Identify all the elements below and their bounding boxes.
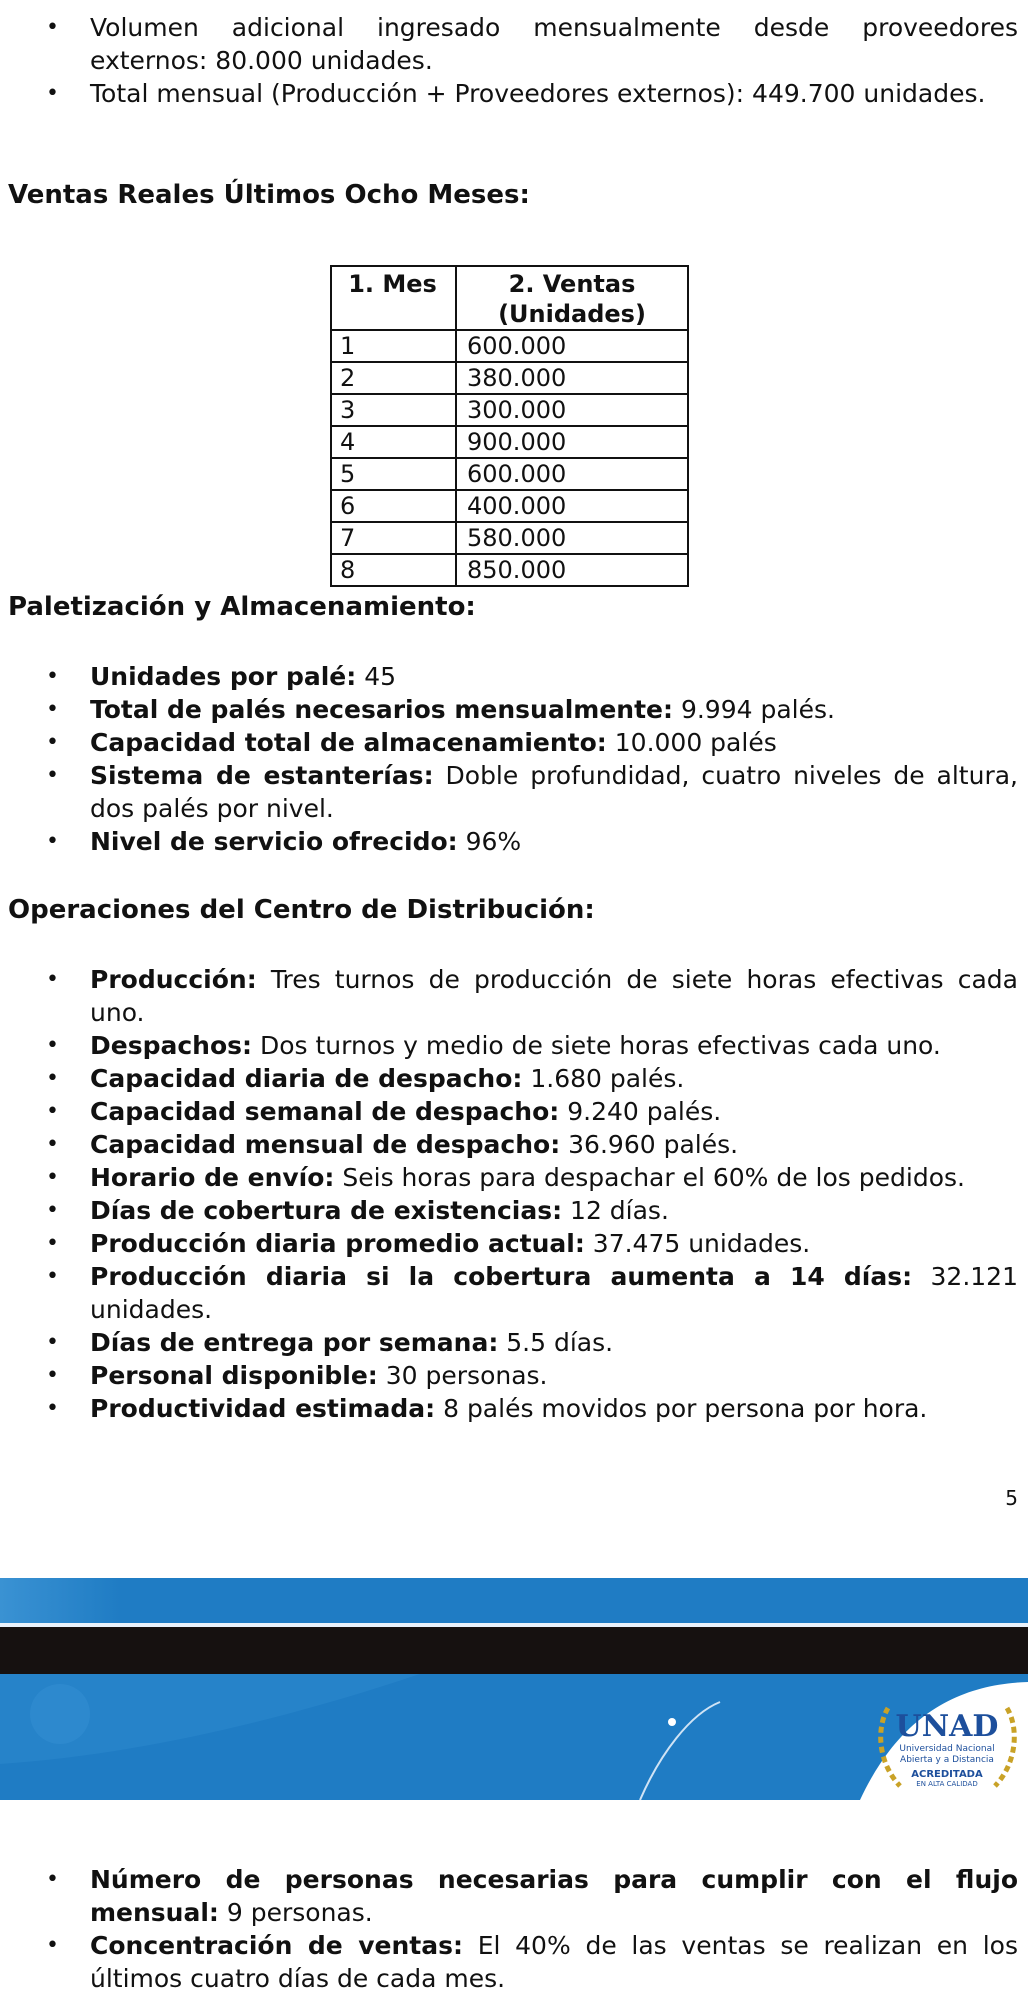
sales-heading: Ventas Reales Últimos Ocho Meses:: [8, 180, 530, 210]
list-item: • Capacidad mensual de despacho: 36.960 palés.: [0, 1128, 1028, 1161]
table-row: [331, 522, 688, 554]
month-cell: 1: [331, 330, 456, 362]
logo-wordmark: UNAD: [895, 1709, 999, 1744]
sales-cell: 850.000: [456, 554, 688, 586]
list-item: • Concentración de ventas: El 40% de las ventas se realizan en los últimos cuatro días de cada mes.: [0, 1929, 1028, 1995]
list-item: • Capacidad semanal de despacho: 9.240 palés.: [0, 1095, 1028, 1128]
logo-badge: ACREDITADA: [911, 1769, 983, 1780]
list-item: • Sistema de estanterías: Doble profundidad, cuatro niveles de altura, dos palés por nivel.: [0, 759, 1028, 825]
bottom-list: [0, 1863, 1028, 1995]
sales-cell: 400.000: [456, 490, 688, 522]
pallet-list: [0, 660, 1028, 858]
month-cell: 6: [331, 490, 456, 522]
table-row: [331, 458, 688, 490]
table-row: [331, 490, 688, 522]
table-header-row: [331, 266, 688, 330]
list-item: • Despachos: Dos turnos y medio de siete horas efectivas cada uno.: [0, 1029, 1028, 1062]
list-item: • Capacidad diaria de despacho: 1.680 palés.: [0, 1062, 1028, 1095]
list-item: • Unidades por palé: 45: [0, 660, 1028, 693]
sales-cell: 300.000: [456, 394, 688, 426]
logo-line-2: Abierta y a Distancia: [900, 1755, 994, 1765]
list-item: • Nivel de servicio ofrecido: 96%: [0, 825, 1028, 858]
list-item: • Productividad estimada: 8 palés movidos por persona por hora.: [0, 1392, 1028, 1425]
list-item: • Producción: Tres turnos de producción de siete horas efectivas cada uno.: [0, 963, 1028, 1029]
table-row: [331, 426, 688, 458]
logo-badge-sub: EN ALTA CALIDAD: [916, 1780, 978, 1788]
month-column-header: 1. Mes: [331, 266, 456, 330]
intro-list: [0, 11, 1028, 110]
list-item: • Número de personas necesarias para cumplir con el flujo mensual: 9 personas.: [0, 1863, 1028, 1929]
unad-logo: [870, 1688, 1025, 1798]
page-break-banner: [0, 1578, 1028, 1800]
table-row: [331, 330, 688, 362]
list-item: • Total de palés necesarios mensualmente: 9.994 palés.: [0, 693, 1028, 726]
list-item: • Capacidad total de almacenamiento: 10.000 palés: [0, 726, 1028, 759]
list-item: • Producción diaria si la cobertura aumenta a 14 días: 32.121 unidades.: [0, 1260, 1028, 1326]
list-item: • Personal disponible: 30 personas.: [0, 1359, 1028, 1392]
sales-table: [330, 265, 689, 587]
sales-cell: 600.000: [456, 330, 688, 362]
month-cell: 4: [331, 426, 456, 458]
list-item: • Volumen adicional ingresado mensualmente desde proveedores externos: 80.000 unidades.: [0, 11, 1028, 77]
month-cell: 8: [331, 554, 456, 586]
list-item: • Días de entrega por semana: 5.5 días.: [0, 1326, 1028, 1359]
sales-cell: 580.000: [456, 522, 688, 554]
sales-cell: 600.000: [456, 458, 688, 490]
month-cell: 3: [331, 394, 456, 426]
operations-list: [0, 963, 1028, 1425]
operations-heading: Operaciones del Centro de Distribución:: [8, 895, 595, 925]
month-cell: 2: [331, 362, 456, 394]
logo-line-1: Universidad Nacional: [899, 1744, 995, 1754]
list-item: • Días de cobertura de existencias: 12 días.: [0, 1194, 1028, 1227]
pallet-heading: Paletización y Almacenamiento:: [8, 592, 476, 622]
sales-cell: 900.000: [456, 426, 688, 458]
table-row: [331, 554, 688, 586]
list-item: • Total mensual (Producción + Proveedores externos): 449.700 unidades.: [0, 77, 1028, 110]
sales-cell: 380.000: [456, 362, 688, 394]
table-row: [331, 362, 688, 394]
list-item: • Producción diaria promedio actual: 37.475 unidades.: [0, 1227, 1028, 1260]
month-cell: 7: [331, 522, 456, 554]
list-item: • Horario de envío: Seis horas para despachar el 60% de los pedidos.: [0, 1161, 1028, 1194]
table-row: [331, 394, 688, 426]
page-number: 5: [1005, 1486, 1018, 1510]
banner-blue-stripe: [0, 1578, 1028, 1623]
sales-column-header: 2. Ventas (Unidades): [456, 266, 688, 330]
banner-black-stripe: [0, 1627, 1028, 1674]
month-cell: 5: [331, 458, 456, 490]
